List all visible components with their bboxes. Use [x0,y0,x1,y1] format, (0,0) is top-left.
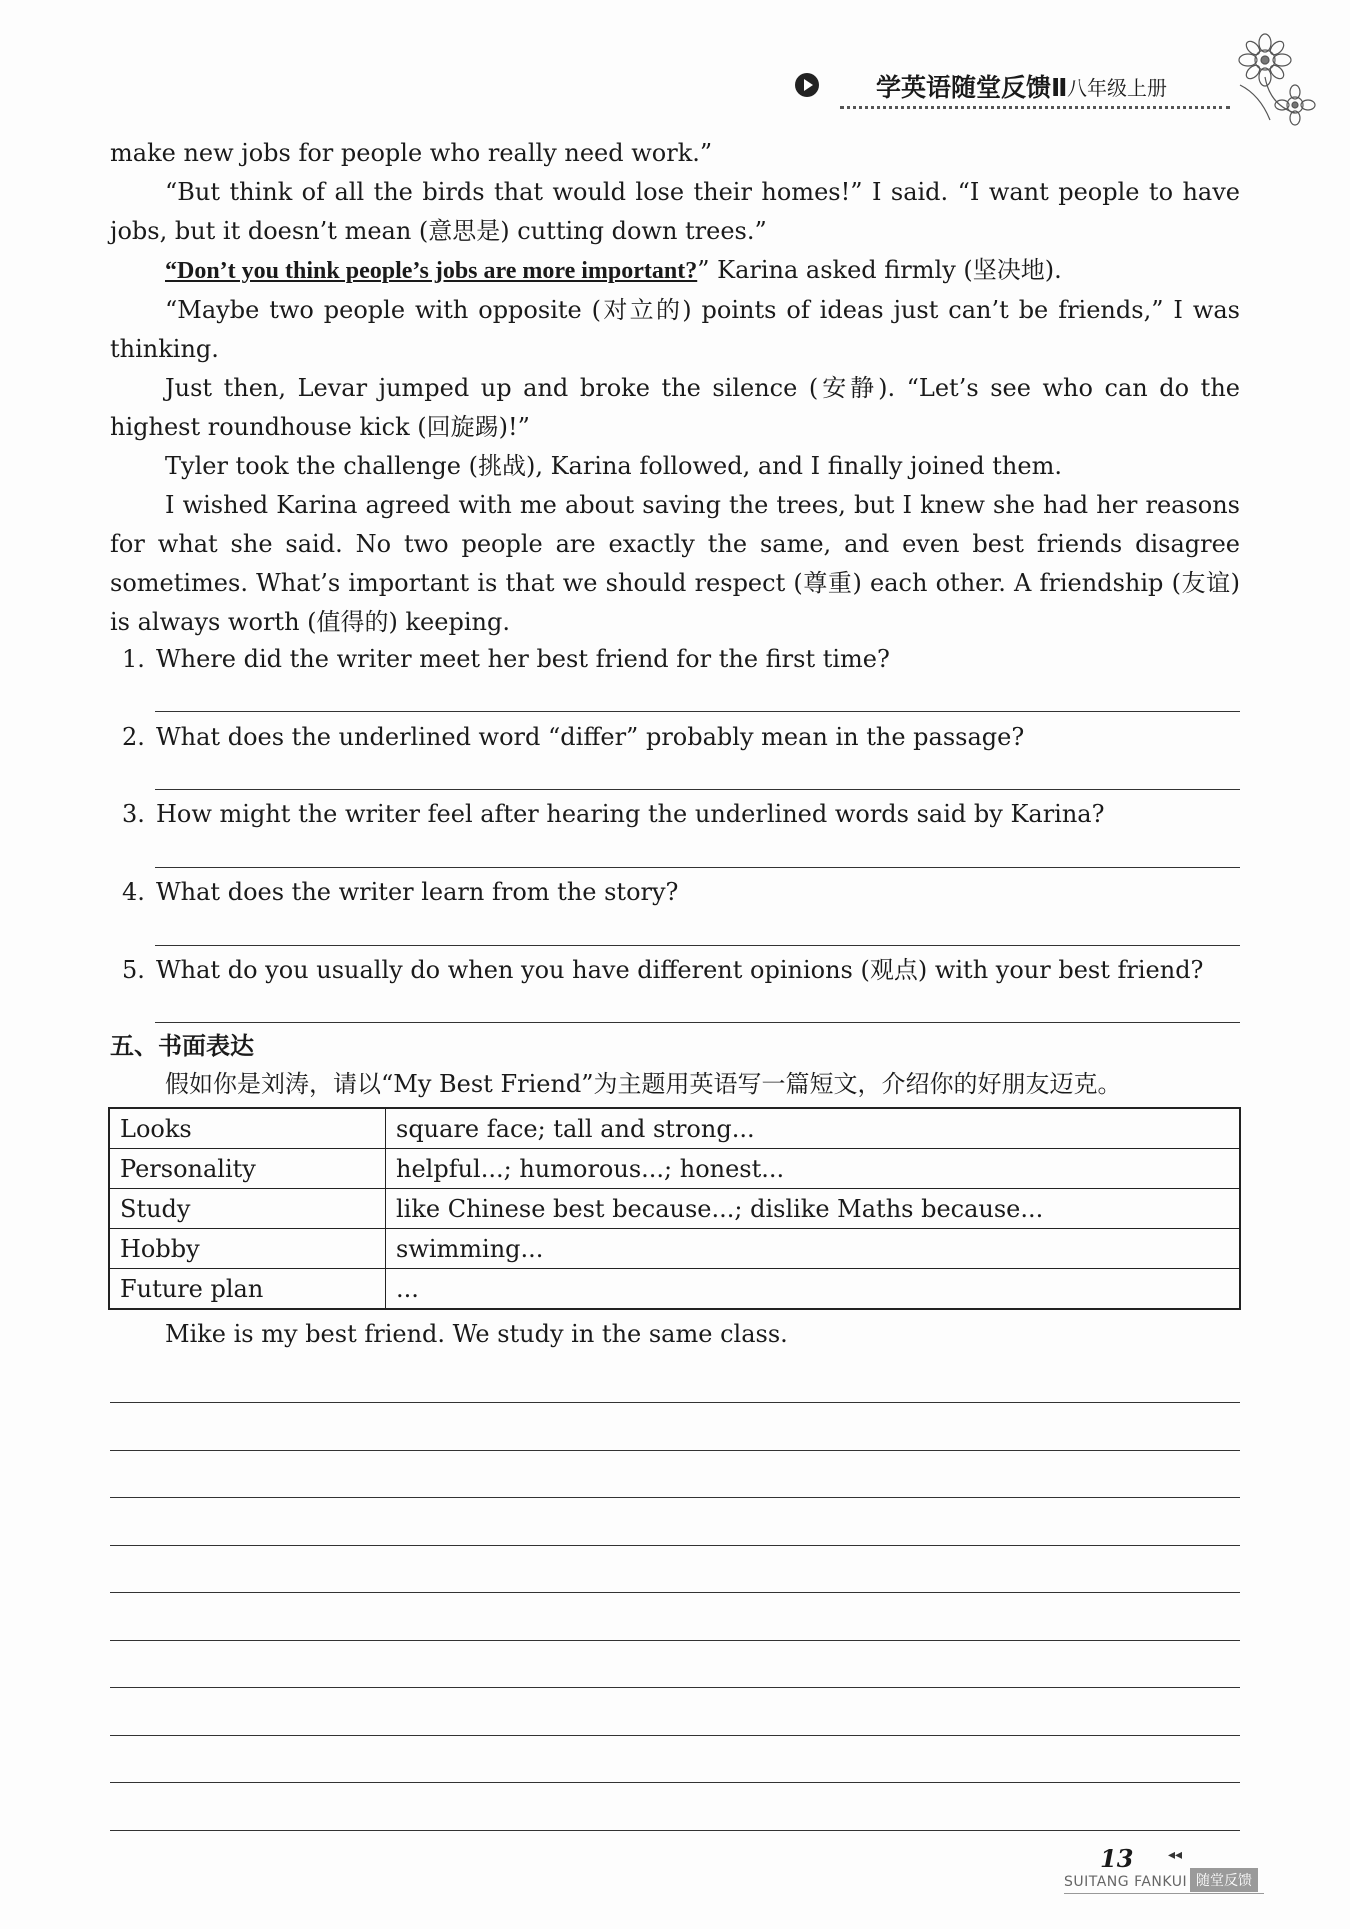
passage-paragraph: make new jobs for people who really need work.” [110,139,713,167]
passage-paragraph [110,251,1240,291]
arrow-left-icon: ◂◂ [1168,1847,1183,1863]
table-label: Study [109,1189,386,1229]
question-text: Where did the writer meet her best friend for the first time? [156,645,890,673]
footer-badge: 随堂反馈 [1190,1868,1258,1892]
table-row [109,1269,1240,1310]
table-row [109,1149,1240,1189]
answer-line-3[interactable] [155,867,1240,868]
writing-line[interactable] [110,1830,1240,1831]
header-divider [840,106,1230,109]
writing-line[interactable] [110,1782,1240,1783]
writing-line[interactable] [110,1545,1240,1546]
passage [110,134,1240,642]
answer-line-1[interactable] [155,711,1240,712]
writing-line[interactable] [110,1640,1240,1641]
question-number: 4. [122,878,145,906]
passage-paragraph: Tyler took the challenge (挑战), Karina followed, and I finally joined them. [165,452,1062,480]
writing-line[interactable] [110,1450,1240,1451]
passage-paragraph: “Maybe two people with opposite (对立的) points of ideas just can’t be friends,” I was thinking. [110,296,1240,363]
page-header [790,62,1230,112]
footer-brand: SUITANG FANKUI [1064,1874,1188,1890]
table-row [109,1189,1240,1229]
passage-paragraph: “But think of all the birds that would lose their homes!” I said. “I want people to have jobs, but it doesn’t mean (意思是) cutting down trees.” [110,178,1240,245]
section-title: 五、书面表达 [110,1032,254,1060]
writing-line[interactable] [110,1735,1240,1736]
table-label: Future plan [109,1269,386,1310]
question-5 [122,955,1203,985]
writing-line[interactable] [110,1592,1240,1593]
question-text: What does the writer learn from the story? [156,878,679,906]
writing-start-sentence: Mike is my best friend. We study in the same class. [165,1320,788,1348]
question-3 [122,799,1104,829]
grade-label: 八年级上册 [1067,76,1167,100]
question-number: 3. [122,800,145,828]
info-table [108,1107,1241,1310]
table-label: Personality [109,1149,386,1189]
question-2 [122,722,1024,752]
passage-paragraph: Just then, Levar jumped up and broke the silence (安静). “Let’s see who can do the highest roundhouse kick (回旋踢)!” [110,374,1240,441]
question-text: How might the writer feel after hearing the underlined words said by Karina? [156,800,1105,828]
table-value: helpful...; humorous...; honest... [386,1149,1241,1189]
passage-text: ” Karina asked firmly (坚决地). [697,256,1062,284]
table-value: square face; tall and strong... [386,1108,1241,1149]
writing-line[interactable] [110,1687,1240,1688]
table-value: ... [386,1269,1241,1310]
page-number: 13 [1100,1844,1134,1873]
question-number: 2. [122,723,145,751]
writing-instruction: 假如你是刘涛，请以“My Best Friend”为主题用英语写一篇短文，介绍你的好朋友迈克。 [165,1070,1122,1098]
answer-line-4[interactable] [155,945,1240,946]
passage-paragraph: I wished Karina agreed with me about saving the trees, but I knew she had her reasons for what she said. No two people are exactly the same, and even best friends disagree sometimes. What’s important is that we should respect (尊重) each other. A friendship (友谊) is always worth (值得的) keeping. [110,491,1240,636]
flower-decoration-icon [1210,25,1320,145]
writing-line[interactable] [110,1497,1240,1498]
table-label: Hobby [109,1229,386,1269]
table-row [109,1108,1240,1149]
question-1 [122,644,890,674]
question-text: What do you usually do when you have different opinions (观点) with your best friend? [156,956,1204,984]
table-value: swimming... [386,1229,1241,1269]
question-4 [122,877,678,907]
table-value: like Chinese best because...; dislike Maths because... [386,1189,1241,1229]
table-row [109,1229,1240,1269]
table-label: Looks [109,1108,386,1149]
answer-line-2[interactable] [155,789,1240,790]
question-text: What does the underlined word “differ” probably mean in the passage? [156,723,1025,751]
footer-divider [1064,1893,1264,1894]
writing-line[interactable] [110,1402,1240,1403]
underlined-sentence: “Don’t you think people’s jobs are more important? [165,258,698,284]
play-icon [795,73,819,97]
question-number: 5. [122,956,145,984]
answer-line-5[interactable] [155,1022,1240,1023]
book-title: 学英语随堂反馈Ⅱ [876,73,1068,102]
question-number: 1. [122,645,145,673]
